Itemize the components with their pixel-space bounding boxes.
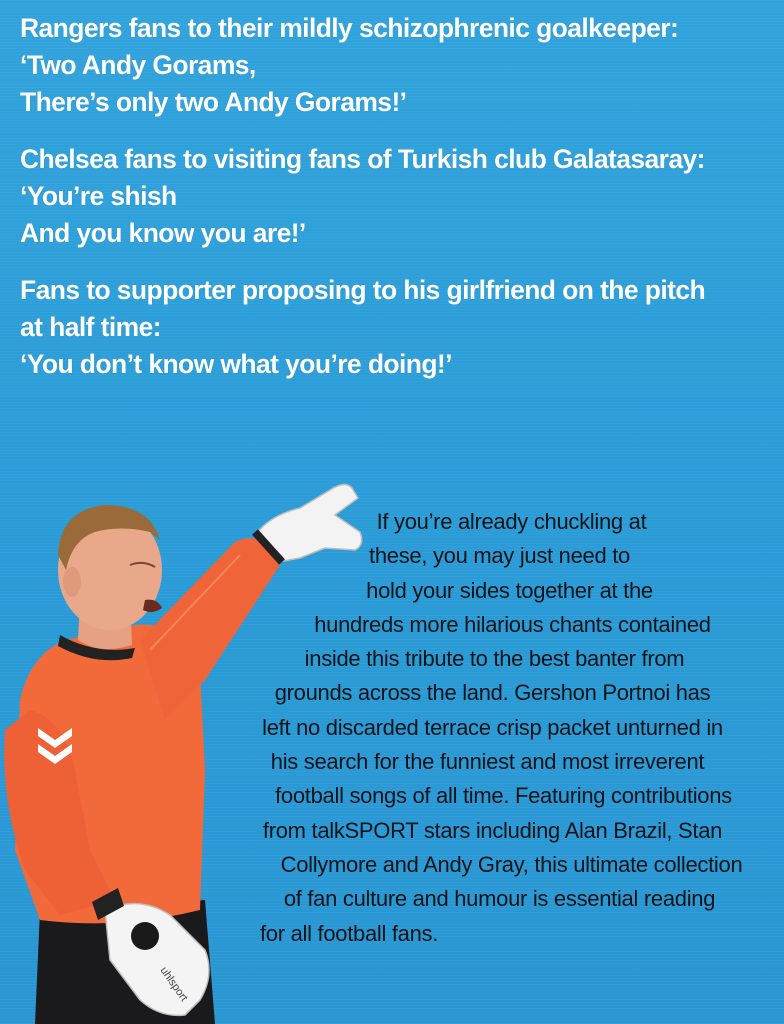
blurb-line: hold your sides together at the <box>366 577 653 603</box>
quote-line: ‘You’re shish <box>20 181 177 211</box>
blurb-line: of fan culture and humour is essential reading <box>283 886 716 912</box>
blurb-line: grounds across the land. Gershon Portnoi has <box>274 680 711 706</box>
quote-intro: Fans to supporter proposing to his girlfriend on the pitch <box>20 275 706 305</box>
blurb-line: hundreds more hilarious chants contained <box>314 611 711 637</box>
quote-intro: Chelsea fans to visiting fans of Turkish club Galatasaray: <box>20 144 705 174</box>
quote-line: And you know you are!’ <box>20 218 306 248</box>
blurb-line: If you’re already chuckling at <box>376 509 647 534</box>
goalkeeper-mouth <box>143 600 162 612</box>
chant-quotes <box>20 10 780 403</box>
glove-brand-text: uhlsport <box>157 964 190 1004</box>
book-description <box>200 505 775 951</box>
blurb-line: Collymore and Andy Gray, this ultimate collection <box>280 851 743 877</box>
blurb-line: from talkSPORT stars including Alan Brazil, Stan <box>262 817 723 843</box>
quote-line: ‘You don’t know what you’re doing!’ <box>20 349 452 379</box>
blurb-line: for all football fans. <box>260 920 439 946</box>
glove-logo <box>131 922 159 950</box>
quote-line: ‘Two Andy Gorams, <box>20 50 256 80</box>
quote-intro: at half time: <box>20 312 161 342</box>
quote-line: There’s only two Andy Gorams!’ <box>20 87 407 117</box>
blurb-line: inside this tribute to the best banter from <box>304 646 685 672</box>
quote-rangers <box>20 10 780 121</box>
blurb-line: these, you may just need to <box>369 543 630 569</box>
quote-proposal <box>20 272 780 383</box>
blurb-line: his search for the funniest and most irreverent <box>270 749 705 775</box>
quote-chelsea <box>20 141 780 252</box>
blurb-line: football songs of all time. Featuring contributions <box>275 783 732 809</box>
blurb-line: left no discarded terrace crisp packet unturned in <box>262 714 723 740</box>
quote-intro: Rangers fans to their mildly schizophrenic goalkeeper: <box>20 13 679 43</box>
goalkeeper-ear <box>63 567 81 597</box>
